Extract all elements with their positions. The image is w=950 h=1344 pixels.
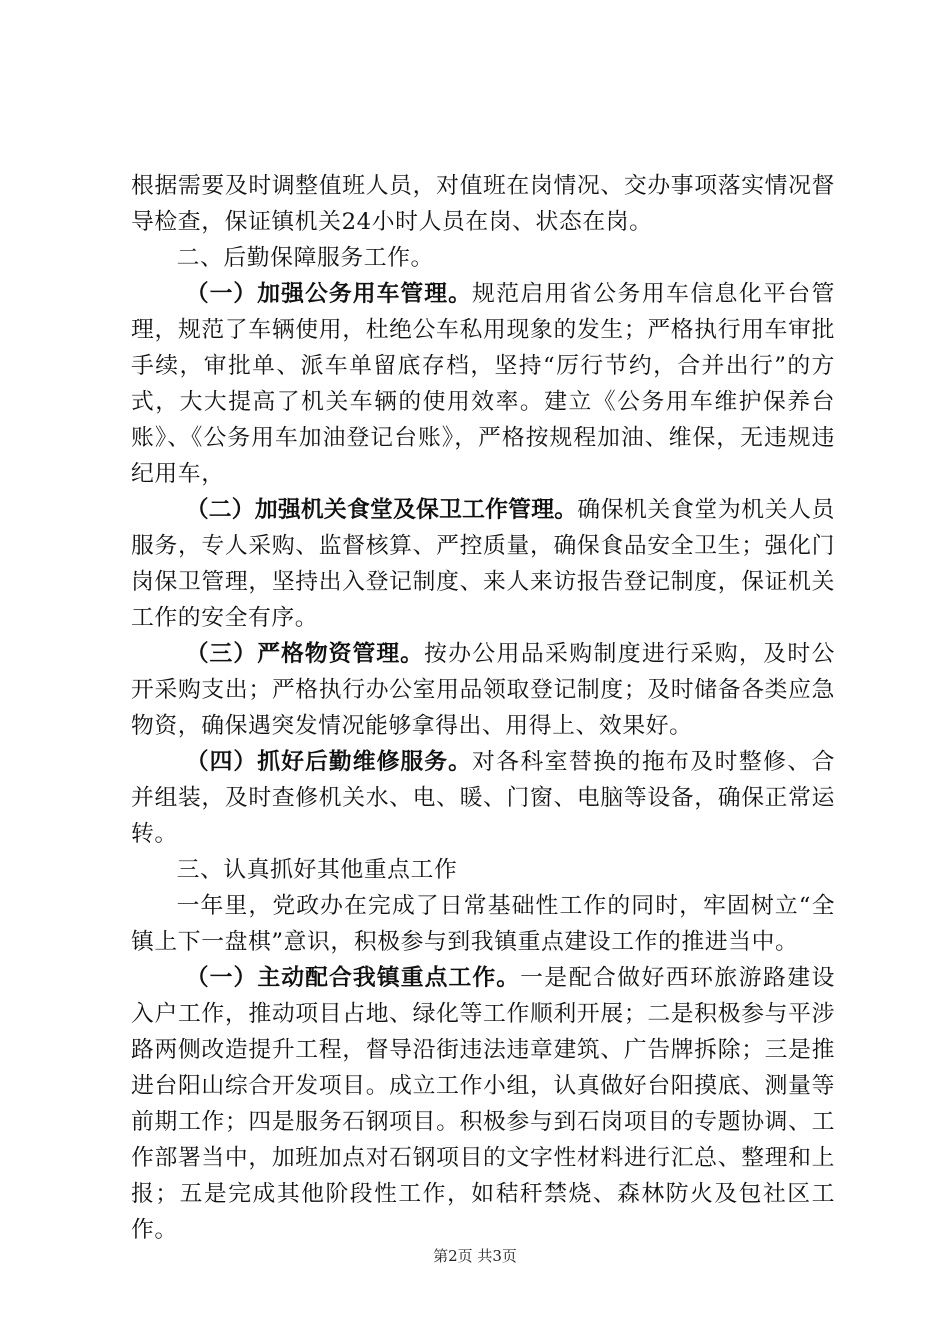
- paragraph-canteen-security: [131, 492, 835, 636]
- section-heading-logistics: 二、后勤保障服务工作。: [176, 245, 434, 271]
- paragraph-maintenance-service: [131, 744, 835, 852]
- subheading-key-projects: （一）主动配合我镇重点工作。: [185, 965, 521, 991]
- paragraph-body: 一是配合做好西环旅游路建设入户工作，推动项目占地、绿化等工作顺利开展；二是积极参与平涉路两侧改造提升工程，督导沿街违法违章建筑、广告牌拆除；三是推进台阳山综合开发项目。成立工作小组，认真做好台阳摸底、测量等前期工作；四是服务石钢项目。积极参与到石岗项目的专题协调、工作部署当中，加班加点对石钢项目的文字性材料进行汇总、整理和上报；五是完成其他阶段性工作，如秸秆禁烧、森林防火及包社区工作。: [131, 965, 835, 1243]
- subheading-canteen-security: （二）加强机关食堂及保卫工作管理。: [185, 497, 578, 523]
- document-body: [131, 168, 835, 1248]
- paragraph-body: 确保机关食堂为机关人员服务，专人采购、监督核算、严控质量，确保食品安全卫生；强化门岗保卫管理，坚持出入登记制度、来人来访报告登记制度，保证机关工作的安全有序。: [131, 497, 835, 631]
- paragraph-body: 按办公用品采购制度进行采购，及时公开采购支出；严格执行办公室用品领取登记制度；及时储备各类应急物资，确保遇突发情况能够拿得出、用得上、效果好。: [131, 641, 836, 739]
- paragraph-duty-continuation: 根据需要及时调整值班人员，对值班在岗情况、交办事项落实情况督导检查，保证镇机关24小时人员在岗、状态在岗。: [131, 173, 835, 235]
- subheading-materials-management: （三）严格物资管理。: [185, 641, 424, 667]
- page-number-footer: 第2页 共3页: [433, 1247, 517, 1265]
- paragraph-vehicle-management: [131, 276, 835, 492]
- paragraph-materials-management: [131, 636, 835, 744]
- subheading-vehicle-management: （一）加强公务用车管理。: [185, 281, 473, 307]
- paragraph-key-projects: [131, 960, 835, 1248]
- section-heading-key-work: 三、认真抓好其他重点工作: [176, 857, 458, 883]
- paragraph-body: 对各科室替换的拖布及时整修、合并组装，及时查修机关水、电、暖、门窗、电脑等设备，确保正常运转。: [131, 749, 836, 847]
- paragraph-body: 规范启用省公务用车信息化平台管理，规范了车辆使用，杜绝公车私用现象的发生；严格执行用车审批手续，审批单、派车单留底存档，坚持“厉行节约，合并出行”的方式，大大提高了机关车辆的使用效率。建立《公务用车维护保养台账》、《公务用车加油登记台账》，严格按规程加油、维保，无违规违纪用车，: [131, 281, 836, 487]
- paragraph-key-work-intro: 一年里，党政办在完成了日常基础性工作的同时，牢固树立“全镇上下一盘棋”意识，积极参与到我镇重点建设工作的推进当中。: [131, 893, 835, 955]
- subheading-maintenance-service: （四）抓好后勤维修服务。: [185, 749, 473, 775]
